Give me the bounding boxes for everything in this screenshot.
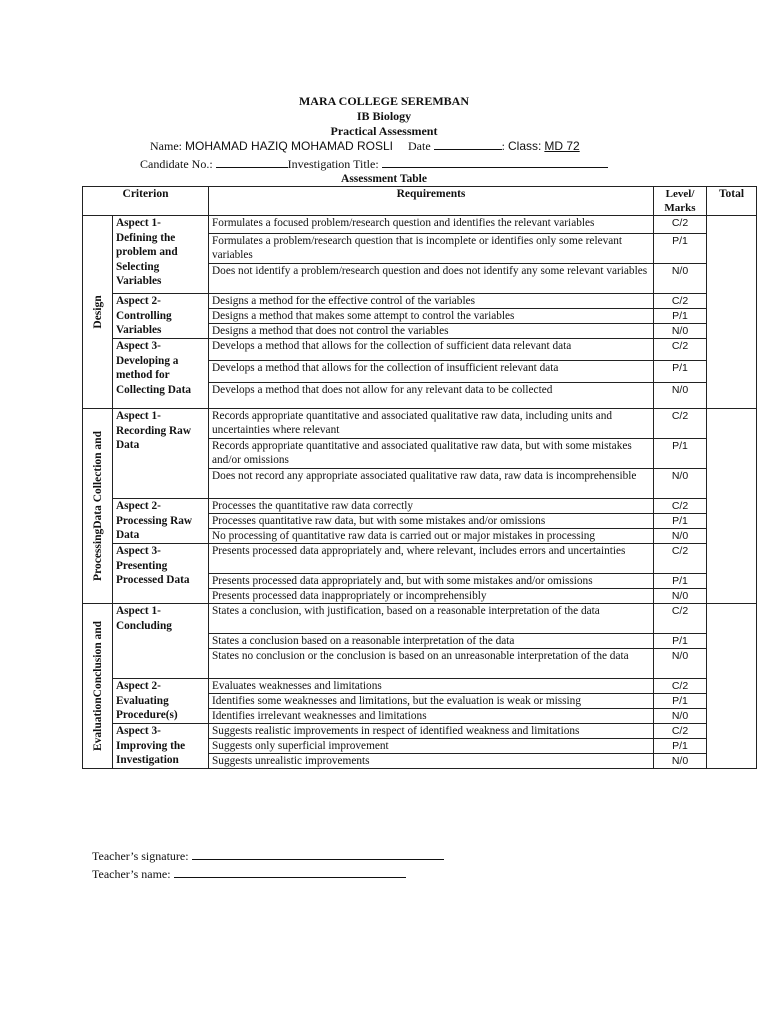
requirement-cell: Presents processed data appropriately and, where relevant, includes errors and uncertainties	[209, 544, 654, 574]
aspect-label: Aspect 1- Concluding	[113, 604, 209, 679]
requirement-cell: Identifies irrelevant weaknesses and limitations	[209, 709, 654, 724]
aspect-label: Aspect 3- Developing a method for Collecting Data	[113, 339, 209, 409]
teacher-signature-field[interactable]	[192, 848, 444, 860]
requirement-cell: Processes quantitative raw data, but with some mistakes and/or omissions	[209, 514, 654, 529]
requirement-cell: Evaluates weaknesses and limitations	[209, 679, 654, 694]
total-cell[interactable]	[707, 409, 757, 604]
college-title: MARA COLLEGE SEREMBAN	[298, 94, 470, 108]
table-row	[83, 724, 757, 739]
assessment-table	[82, 186, 757, 769]
level-cell: P/1	[654, 309, 707, 324]
investigation-field[interactable]	[382, 156, 608, 168]
level-cell: N/0	[654, 529, 707, 544]
level-cell: P/1	[654, 574, 707, 589]
assessment-title: Practical Assessment	[330, 124, 438, 138]
level-cell: C/2	[654, 604, 707, 634]
total-header: Total	[707, 187, 757, 216]
level-cell: P/1	[654, 439, 707, 469]
level-cell: P/1	[654, 634, 707, 649]
requirement-cell: Presents processed data appropriately and, but with some mistakes and/or omissions	[209, 574, 654, 589]
table-row	[83, 604, 757, 634]
level-cell: P/1	[654, 514, 707, 529]
aspect-label: Aspect 2- Processing Raw Data	[113, 499, 209, 544]
requirement-cell: States a conclusion, with justification, based on a reasonable interpretation of the data	[209, 604, 654, 634]
requirement-cell: Suggests only superficial improvement	[209, 739, 654, 754]
candidate-line	[140, 156, 608, 171]
total-cell[interactable]	[707, 604, 757, 769]
level-cell: C/2	[654, 294, 707, 309]
aspect-label: Aspect 2- Evaluating Procedure(s)	[113, 679, 209, 724]
aspect-label: Aspect 2- Controlling Variables	[113, 294, 209, 339]
requirement-cell: No processing of quantitative raw data is carried out or major mistakes in processing	[209, 529, 654, 544]
candidate-field[interactable]	[216, 156, 288, 168]
level-cell: C/2	[654, 339, 707, 361]
requirement-cell: Formulates a focused problem/research question and identifies the relevant variables	[209, 216, 654, 234]
level-header: Level/ Marks	[654, 187, 707, 216]
table-row	[83, 339, 757, 361]
level-cell: N/0	[654, 754, 707, 769]
level-cell: N/0	[654, 383, 707, 409]
subject-title: IB Biology	[356, 109, 412, 123]
level-cell: C/2	[654, 409, 707, 439]
table-row	[83, 544, 757, 574]
level-cell: N/0	[654, 324, 707, 339]
aspect-label: Aspect 1- Defining the problem and Selecting Variables	[113, 216, 209, 294]
requirement-cell: Records appropriate quantitative and associated qualitative raw data, but with some mistakes and/or omissions	[209, 439, 654, 469]
class-value[interactable]: MD 72	[544, 139, 580, 153]
level-cell: P/1	[654, 361, 707, 383]
section-label: Design	[91, 295, 104, 329]
name-value[interactable]: MOHAMAD HAZIQ MOHAMAD ROSLI	[185, 139, 394, 153]
requirement-cell: Formulates a problem/research question that is incomplete or identifies only some relevant variables	[209, 234, 654, 264]
name-line: Name: MOHAMAD HAZIQ MOHAMAD ROSLI Date : Class: MD 72	[150, 139, 580, 153]
date-field[interactable]	[434, 138, 502, 150]
teacher-name-label: Teacher’s name:	[92, 867, 171, 881]
level-cell: C/2	[654, 216, 707, 234]
table-row	[83, 216, 757, 234]
requirement-cell: Develops a method that allows for the collection of insufficient relevant data	[209, 361, 654, 383]
level-cell: N/0	[654, 589, 707, 604]
table-row	[83, 679, 757, 694]
level-cell: P/1	[654, 694, 707, 709]
table-header-row	[83, 187, 757, 216]
requirement-cell: Does not identify a problem/research question and does not identify any some relevant variables	[209, 264, 654, 294]
requirement-cell: Designs a method for the effective control of the variables	[209, 294, 654, 309]
section-cell	[83, 409, 113, 604]
table-row	[83, 409, 757, 439]
requirement-cell: Identifies some weaknesses and limitations, but the evaluation is weak or missing	[209, 694, 654, 709]
date-label: Date	[408, 139, 431, 153]
section-cell	[83, 604, 113, 769]
requirement-cell: Records appropriate quantitative and associated qualitative raw data, including units and uncertainties where relevant	[209, 409, 654, 439]
requirement-cell: Designs a method that does not control the variables	[209, 324, 654, 339]
requirement-cell: States no conclusion or the conclusion is based on an unreasonable interpretation of the data	[209, 649, 654, 679]
level-cell: N/0	[654, 469, 707, 499]
level-cell: P/1	[654, 739, 707, 754]
level-cell: C/2	[654, 544, 707, 574]
aspect-label: Aspect 1- Recording Raw Data	[113, 409, 209, 499]
requirement-cell: States a conclusion based on a reasonable interpretation of the data	[209, 634, 654, 649]
requirements-header: Requirements	[209, 187, 654, 216]
table-title: Assessment Table	[341, 173, 427, 185]
teacher-name-line	[92, 866, 406, 882]
level-cell: N/0	[654, 649, 707, 679]
level-cell: C/2	[654, 724, 707, 739]
table-row	[83, 499, 757, 514]
level-cell: N/0	[654, 709, 707, 724]
requirement-cell: Suggests unrealistic improvements	[209, 754, 654, 769]
candidate-label: Candidate No.:	[140, 157, 213, 171]
level-cell: P/1	[654, 234, 707, 264]
requirement-cell: Processes the quantitative raw data correctly	[209, 499, 654, 514]
criterion-header: Criterion	[83, 187, 209, 216]
total-cell[interactable]	[707, 216, 757, 409]
teacher-signature-label: Teacher’s signature:	[92, 849, 189, 863]
table-row	[83, 294, 757, 309]
level-cell: C/2	[654, 499, 707, 514]
level-cell: N/0	[654, 264, 707, 294]
class-label: Class:	[508, 139, 542, 153]
aspect-label: Aspect 3- Presenting Processed Data	[113, 544, 209, 604]
name-label: Name:	[150, 139, 182, 153]
requirement-cell: Presents processed data inappropriately or incomprehensibly	[209, 589, 654, 604]
requirement-cell: Develops a method that allows for the collection of sufficient data relevant data	[209, 339, 654, 361]
investigation-label: Investigation Title:	[287, 157, 379, 171]
requirement-cell: Develops a method that does not allow for any relevant data to be collected	[209, 383, 654, 409]
requirement-cell: Designs a method that makes some attempt to control the variables	[209, 309, 654, 324]
requirement-cell: Does not record any appropriate associated qualitative raw data, raw data is incomprehensible	[209, 469, 654, 499]
teacher-name-field[interactable]	[174, 866, 406, 878]
level-cell: C/2	[654, 679, 707, 694]
section-label: EvaluationConclusion and	[91, 620, 104, 752]
requirement-cell: Suggests realistic improvements in respect of identified weakness and limitations	[209, 724, 654, 739]
section-cell	[83, 216, 113, 409]
teacher-signature-line	[92, 848, 444, 864]
section-label: ProcessingData Collection and	[91, 431, 104, 581]
aspect-label: Aspect 3- Improving the Investigation	[113, 724, 209, 769]
